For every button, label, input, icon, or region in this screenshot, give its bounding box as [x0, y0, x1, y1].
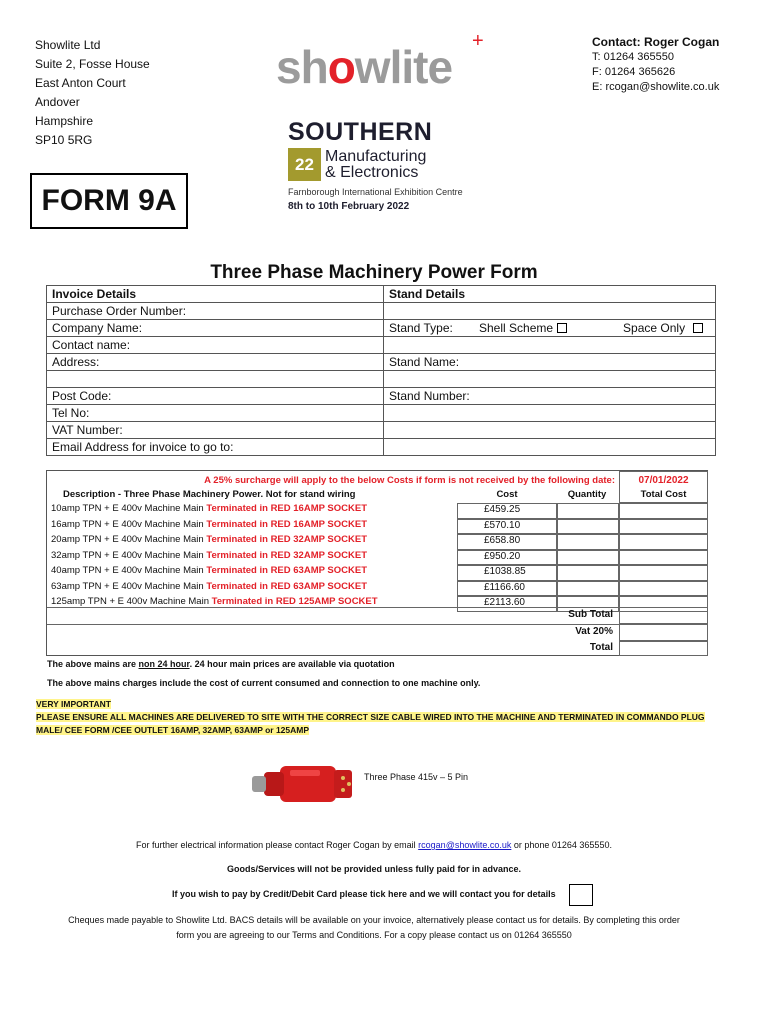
important-notice: [36, 698, 716, 737]
address-line: Showlite Ltd: [35, 38, 101, 52]
row-socket: Terminated in RED 63AMP SOCKET: [206, 565, 367, 576]
row-socket: Terminated in RED 63AMP SOCKET: [206, 580, 367, 592]
price-row-description: [51, 534, 367, 545]
address-line: SP10 5RG: [35, 133, 93, 147]
event-line2: & Electronics: [325, 163, 419, 181]
tel-field[interactable]: Tel No:: [47, 405, 384, 422]
surcharge-note: A 25% surcharge will apply to the below Costs if form is not received by the following date:: [204, 475, 615, 486]
shell-scheme-checkbox[interactable]: [557, 323, 567, 333]
price-row-description: [51, 565, 367, 576]
showlite-logo: [276, 40, 452, 94]
price-row-cost: £2113.60: [457, 596, 557, 612]
event-name: SOUTHERN: [288, 118, 433, 146]
price-row-total[interactable]: [619, 550, 708, 566]
row-text: 10amp TPN + E 400v Machine Main: [51, 503, 207, 514]
price-row-quantity[interactable]: [557, 534, 619, 550]
event-venue: Farnborough International Exhibition Centre: [288, 187, 463, 197]
subtotal-value[interactable]: [619, 607, 708, 624]
price-row-quantity[interactable]: [557, 565, 619, 581]
address-line: Andover: [35, 95, 80, 109]
card-payment-checkbox[interactable]: [569, 884, 593, 906]
deadline-date: 07/01/2022: [638, 475, 689, 486]
price-row-total[interactable]: [619, 519, 708, 535]
row-text: 32amp TPN + E 400v Machine Main: [51, 549, 207, 561]
price-row-quantity[interactable]: [557, 581, 619, 597]
price-row-total[interactable]: [619, 503, 708, 519]
vat-label: Vat 20%: [575, 626, 613, 637]
important-body: PLEASE ENSURE ALL MACHINES ARE DELIVERED TO SITE WITH THE CORRECT SIZE CABLE WIRED INTO THE MACHINE AND TERMINATED IN COMMANDO PLUG MALE/ CEE FORM /CEE OUTLET 16AMP, 32AMP, 63AMP or 125AMP: [36, 712, 705, 735]
stand-blank-cell[interactable]: [384, 303, 716, 320]
contact-phone: T: 01264 365550: [592, 51, 674, 63]
price-row-description: [51, 550, 367, 561]
cheques-note-1: Cheques made payable to Showlite Ltd. BACS details will be available on your invoice, alternatively please contact us for details. By completing this order: [68, 915, 680, 925]
price-row-total[interactable]: [619, 534, 708, 550]
price-row-quantity[interactable]: [557, 550, 619, 566]
logo-text-o: o: [327, 41, 355, 93]
description-header: Description - Three Phase Machinery Power. Not for stand wiring: [63, 489, 356, 500]
cheques-note-2: form you are agreeing to our Terms and Conditions. For a copy please contact us on 01264 365550: [176, 930, 572, 940]
vat-value[interactable]: [619, 624, 708, 641]
address-line: East Anton Court: [35, 76, 126, 90]
row-socket: Terminated in RED 32AMP SOCKET: [206, 534, 367, 545]
shell-scheme-label: Shell Scheme: [479, 321, 554, 335]
stand-blank-cell[interactable]: [384, 422, 716, 439]
sparkle-icon: +: [472, 30, 484, 52]
stand-blank-cell[interactable]: [384, 337, 716, 354]
total-value[interactable]: [619, 641, 708, 656]
price-row-total[interactable]: [619, 581, 708, 597]
event-dates: 8th to 10th February 2022: [288, 201, 410, 212]
address-line: Hampshire: [35, 114, 94, 128]
page-title: Three Phase Machinery Power Form: [210, 262, 538, 283]
price-row-cost: £1038.85: [457, 565, 557, 581]
note-charges: The above mains charges include the cost of current consumed and connection to one machine only.: [47, 678, 481, 688]
subtotal-label: Sub Total: [568, 609, 613, 620]
card-payment-note: If you wish to pay by Credit/Debit Card please tick here and we will contact you for details: [172, 889, 556, 899]
advance-payment-note: Goods/Services will not be provided unless fully paid for in advance.: [226, 864, 522, 874]
price-row-cost: £658.80: [457, 534, 557, 550]
plug-icon: [250, 758, 356, 815]
po-field[interactable]: Purchase Order Number:: [47, 303, 384, 320]
vat-field[interactable]: VAT Number:: [47, 422, 384, 439]
email-field[interactable]: Email Address for invoice to go to:: [47, 439, 384, 456]
total-header: Total Cost: [640, 489, 687, 500]
space-only-checkbox[interactable]: [693, 323, 703, 333]
price-row-quantity[interactable]: [557, 503, 619, 519]
important-heading: VERY IMPORTANT: [36, 699, 111, 709]
quantity-header: Quantity: [567, 489, 607, 500]
company-address: [35, 36, 150, 150]
row-socket: Terminated in RED 16AMP SOCKET: [206, 503, 367, 514]
price-row-cost: £950.20: [457, 550, 557, 566]
invoice-heading: Invoice Details: [47, 286, 384, 303]
price-row-description: [51, 519, 367, 530]
event-line1: Manufacturing: [325, 147, 427, 165]
address-field[interactable]: Address:: [47, 354, 384, 371]
logo-text-pre: sh: [276, 41, 328, 93]
contact-block: [592, 34, 719, 95]
event-logo: [288, 118, 478, 212]
note-text: The above mains are: [47, 659, 139, 669]
plug-label: Three Phase 415v – 5 Pin: [364, 772, 469, 782]
form-id: FORM 9A: [41, 184, 177, 217]
info-text: or phone 01264 365550.: [511, 840, 612, 850]
price-row-description: [51, 581, 367, 592]
price-row-description: [51, 503, 367, 514]
row-text: 63amp TPN + E 400v Machine Main: [51, 580, 207, 592]
details-table: [46, 285, 716, 456]
row-socket: Terminated in RED 16AMP SOCKET: [206, 518, 367, 530]
info-text: For further electrical information please contact Roger Cogan by email: [136, 840, 419, 850]
contact-heading: Contact: Roger Cogan: [592, 35, 720, 49]
form-id-box: [30, 173, 188, 229]
row-socket: Terminated in RED 125AMP SOCKET: [211, 596, 378, 607]
contact-name-field[interactable]: Contact name:: [47, 337, 384, 354]
divider: [47, 607, 619, 608]
note-non24: [47, 659, 395, 669]
row-text: 16amp TPN + E 400v Machine Main: [51, 518, 207, 530]
price-row-description: [51, 596, 378, 607]
postcode-field[interactable]: Post Code:: [47, 388, 384, 405]
row-socket: Terminated in RED 32AMP SOCKET: [206, 549, 367, 561]
price-row-cost: £570.10: [457, 519, 557, 535]
price-row-total[interactable]: [619, 565, 708, 581]
space-only-label: Space Only: [623, 321, 686, 335]
row-text: 20amp TPN + E 400v Machine Main: [51, 534, 207, 545]
stand-heading: Stand Details: [384, 286, 716, 303]
contact-email: E: rcogan@showlite.co.uk: [592, 81, 720, 93]
divider: [47, 624, 619, 625]
info-line: [0, 840, 748, 850]
price-row-cost: £459.25: [457, 503, 557, 519]
company-field[interactable]: Company Name:: [47, 320, 384, 337]
stand-blank-cell[interactable]: [384, 439, 716, 456]
year-badge: 22: [288, 148, 321, 181]
price-row-cost: £1166.60: [457, 581, 557, 597]
stand-type-cell: [384, 320, 716, 337]
total-label: Total: [589, 642, 613, 653]
price-row-quantity[interactable]: [557, 519, 619, 535]
logo-text-post: wlite: [354, 41, 453, 93]
stand-name-field[interactable]: Stand Name:: [384, 354, 716, 371]
stand-number-field[interactable]: Stand Number:: [384, 388, 716, 405]
note-underlined: non 24 hour: [138, 659, 190, 669]
cost-header: Cost: [496, 489, 518, 500]
row-text: 40amp TPN + E 400v Machine Main: [51, 565, 207, 576]
stand-blank-cell[interactable]: [384, 405, 716, 422]
stand-type-label: Stand Type:: [389, 321, 453, 335]
row-text: 125amp TPN + E 400v Machine Main: [51, 596, 212, 607]
address-line: Suite 2, Fosse House: [35, 57, 150, 71]
address-field-extra[interactable]: [47, 371, 384, 388]
email-link[interactable]: rcogan@showlite.co.uk: [418, 840, 512, 850]
pricing-table: [46, 470, 708, 656]
contact-fax: F: 01264 365626: [592, 66, 676, 78]
stand-blank-cell[interactable]: [384, 371, 716, 388]
note-text: . 24 hour main prices are available via quotation: [189, 659, 395, 669]
